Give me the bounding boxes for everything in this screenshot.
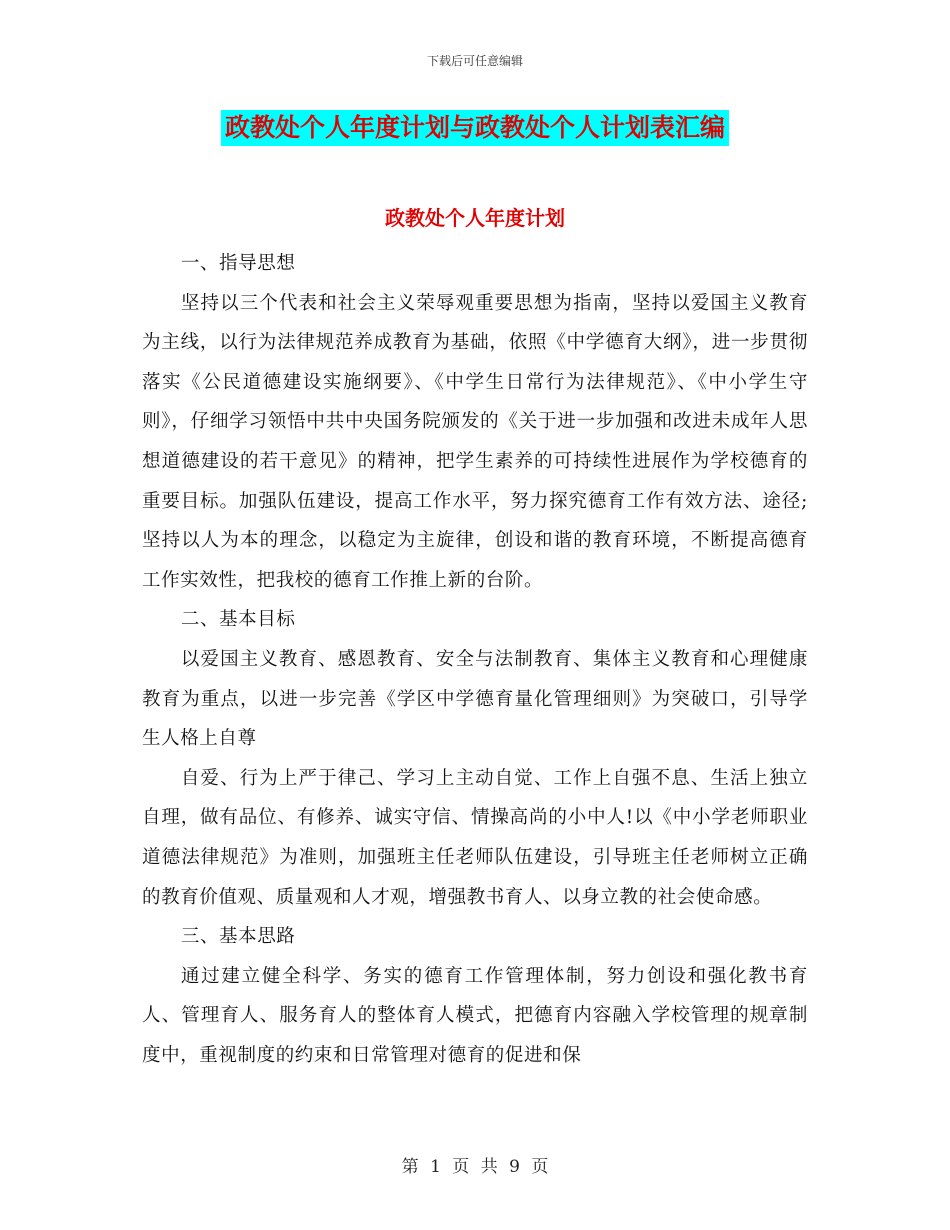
paragraph-basic-goals-continued: 自爱、行为上严于律己、学习上主动自觉、工作上自强不息、生活上独立自理，做有品位、有修养、诚实守信、情操高尚的小中人!以《中小学老师职业道德法律规范》为准则，加强班主任老师队伍建设，引导班主任老师树立正确的教育价值观、质量观和人才观，增强教书育人、以身立教的社会使命感。 bbox=[142, 767, 808, 908]
heading-basic-approach: 三、基本思路 bbox=[180, 926, 296, 948]
page-header-note: 下载后可任意编辑 bbox=[426, 54, 523, 68]
document-title-text: 政教处个人年度计划与政教处个人计划表汇编 bbox=[221, 110, 729, 146]
heading-guiding-ideology: 一、指导思想 bbox=[180, 253, 296, 274]
document-title bbox=[0, 110, 950, 146]
paragraph-basic-approach: 通过建立健全科学、务实的德育工作管理体制，努力创设和强化教书育人、管理育人、服务育人的整体育人模式，把德育内容融入学校管理的规章制度中，重视制度的约束和日常管理对德育的促进和保 bbox=[142, 965, 808, 1066]
paragraph-guiding-ideology: 坚持以三个代表和社会主义荣辱观重要思想为指南，坚持以爱国主义教育为主线，以行为法律规范养成教育为基础，依照《中学德育大纲》，进一步贯彻落实《公民道德建设实施纲要》、《中学生日常行为法律规范》、《中小学生守则》，仔细学习领悟中共中央国务院颁发的《关于进一步加强和改进未成年人思想道德建设的若干意见》的精神，把学生素养的可持续性进展作为学校德育的重要目标。加强队伍建设，提高工作水平，努力探究德育工作有效方法、途径;坚持以人为本的理念，以稳定为主旋律，创设和谐的教育环境，不断提高德育工作实效性，把我校的德育工作推上新的台阶。 bbox=[142, 292, 808, 591]
heading-basic-goals: 二、基本目标 bbox=[180, 609, 296, 631]
document-body bbox=[142, 244, 808, 1075]
page-number: 第 1 页 共 9 页 bbox=[401, 1157, 549, 1177]
paragraph-basic-goals: 以爱国主义教育、感恩教育、安全与法制教育、集体主义教育和心理健康教育为重点，以进一步完善《学区中学德育量化管理细则》为突破口，引导学生人格上自尊 bbox=[142, 648, 808, 750]
section-title: 政教处个人年度计划 bbox=[385, 206, 565, 230]
